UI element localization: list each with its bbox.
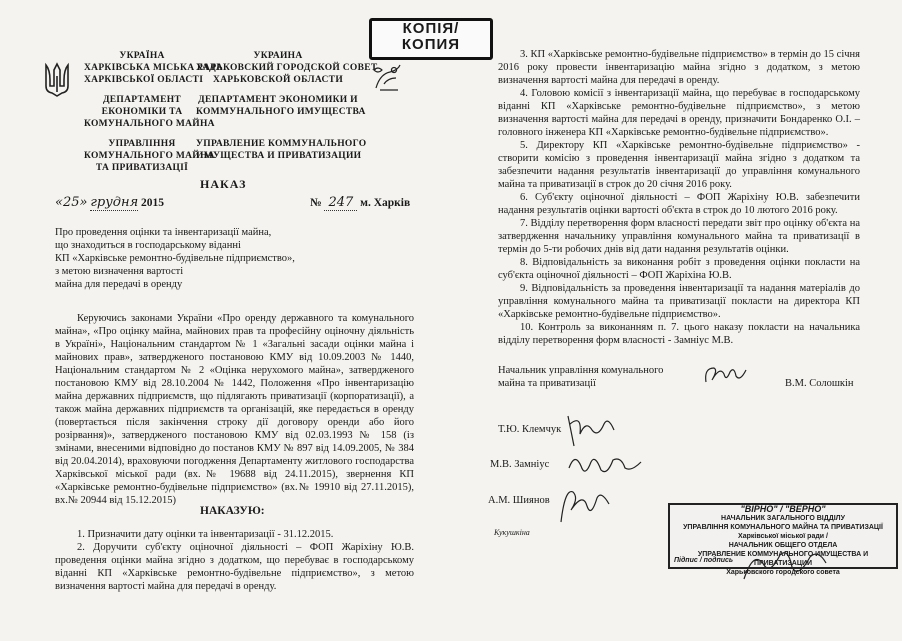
- order-item: 10. Контроль за виконанням п. 7. цього наказу покласти на начальника відділу перетворення форм власності - Замніус М.В.: [498, 322, 860, 346]
- header-left: [84, 50, 224, 174]
- header-left-mgmt-1: УПРАВЛІННЯ: [108, 139, 176, 149]
- header-right: [196, 50, 378, 162]
- order-items-right: [498, 48, 860, 347]
- order-item: 5. Директору КП «Харківське ремонтно-будівельне підприємство» - створити комісію з проведення інвентаризації майна згідно з додатком та забезпечити надання результатів інвентаризації до управління комунального майна та приватизації в строк до 20 січня 2016 року.: [498, 140, 860, 190]
- date-day: «25»: [55, 195, 88, 210]
- preamble-text: Керуючись законами України «Про оренду державного та комунального майна», «Про оцінку майна, майнових прав та професійну оціночну діяльність в Україні», Національним стандартом № 1 «Загальні засади оцінки майна і майнових прав», затвердженого постановою КМУ від 10.09.2003 № 1440, Національним стандартом № 2 «Оцінка нерухомого майна», затвердженого постановою КМУ від 28.10.2004 № 1442, Положення «Про інвентаризацію майна державних підприємств, що підлягають приватизації (корпоратизації), а також майна державних підприємств та організацій, яке передається в оренду (повертається після закінчення строку дії договору оренди або його розірвання)», затвердженого постановою КМУ від 02.03.1993 № 158 (із змінами, внесеними відповідно до постанов КМУ № 897 від 14.09.2005, № 384 від 20.04.2014), враховуючи погодження Департаменту житлового господарства Харківської міської ради (вх.№ 19688 від 24.11.2015), звернення КП «Харківське ремонтно-будівельне підприємство» (вх.№ 19910 від 27.11.2015), вх.№ 20944 від 15.12.2015): [55, 313, 414, 506]
- order-item: 7. Відділу перетворення форм власності передати звіт про оцінку об'єкта на затвердження начальнику управління комунального майна та приватизації в термін до 5-ти робочих днів від дати надання результатів оцінки.: [498, 218, 860, 255]
- order-item: 2. Доручити суб'єкту оціночної діяльності – ФОП Жаріхіну Ю.В. проведення оцінки майна згідно з додатком, що перебуває в господарському віданні КП «Харківське ремонтно-будівельне підприємство», з метою визначення вартості майна для передачі в оренду.: [55, 542, 414, 592]
- order-item: 8. Відповідальність за виконання робіт з проведення оцінки покласти на суб'єкта оціночної діяльності – ФОП Жаріхіна Ю.В.: [498, 257, 860, 281]
- approval-signature: [555, 482, 615, 528]
- header-right-council: ХАРЬКОВСКИЙ ГОРОДСКОЙ СОВЕТ: [196, 63, 378, 73]
- date-month: грудня: [90, 195, 139, 210]
- city-coat-of-arms-icon: [370, 62, 406, 94]
- signer-signature: [700, 360, 750, 392]
- order-item: 3. КП «Харківське ремонтно-будівельне підприємство» в термін до 15 січня 2016 року провести інвентаризацію майна згідно з додатком, з метою визначення вартості майна для передачі в оренду.: [498, 49, 860, 86]
- doc-preamble: [55, 312, 414, 507]
- header-right-dept-1: ДЕПАРТАМЕНТ ЭКОНОМИКИ И: [198, 95, 358, 105]
- approval-name: Т.Ю. Клемчук: [498, 424, 562, 435]
- header-left-mgmt-3: ТА ПРИВАТИЗАЦІЇ: [95, 163, 189, 173]
- subject-line: з метою визначення вартості: [55, 266, 184, 277]
- number-place: м. Харків: [360, 197, 411, 209]
- order-items-left: [55, 528, 414, 593]
- header-right-mgmt-2: ИМУЩЕСТВА И ПРИВАТИЗАЦИИ: [196, 151, 362, 161]
- subject-line: Про проведення оцінки та інвентаризації майна,: [55, 227, 272, 238]
- copy-stamp-line1: КОПІЯ/: [402, 20, 460, 37]
- subject-line: КП «Харківське ремонтно-будівельне підприємство»,: [55, 253, 295, 264]
- date-year: 2015: [141, 197, 165, 209]
- doc-date: [55, 195, 164, 210]
- number-value: 247: [324, 195, 357, 211]
- header-left-country: УКРАЇНА: [119, 51, 165, 61]
- approval-name: М.В. Замніус: [490, 459, 550, 470]
- verified-stamp-line: УПРАВЛІННЯ КОМУНАЛЬНОГО МАЙНА ТА ПРИВАТИЗАЦІЇ: [683, 524, 883, 531]
- verified-stamp-line: НАЧАЛЬНИК ОБЩЕГО ОТДЕЛА: [728, 542, 838, 549]
- copy-stamp: [369, 18, 493, 60]
- header-right-mgmt-1: УПРАВЛЕНИЕ КОММУНАЛЬНОГО: [196, 139, 367, 149]
- header-left-mgmt-2: КОМУНАЛЬНОГО МАЙНА: [84, 151, 215, 161]
- signer-title-line1: Начальник управління комунального: [498, 365, 664, 376]
- verified-stamp-line: Харьковского городского совета: [726, 569, 840, 576]
- signer-title-line2: майна та приватизації: [498, 378, 596, 389]
- verified-stamp-line: Харківської міської ради /: [738, 533, 828, 540]
- verified-stamp-title: "ВІРНО" / "ВЕРНО": [740, 504, 826, 514]
- header-left-council: ХАРКІВСЬКА МІСЬКА РАДА: [84, 63, 224, 73]
- stamp-signature: [740, 545, 830, 585]
- doc-subject: [55, 226, 315, 291]
- header-left-dept-1: ДЕПАРТАМЕНТ: [102, 95, 182, 105]
- order-heading: НАКАЗУЮ:: [200, 505, 265, 517]
- approval-name: А.М. Шиянов: [488, 495, 550, 506]
- header-right-council-region: ХАРЬКОВСКОЙ ОБЛАСТИ: [212, 75, 344, 85]
- signer-name: В.М. Солошкін: [785, 378, 854, 389]
- verified-stamp-line: НАЧАЛЬНИК ЗАГАЛЬНОГО ВІДДІЛУ: [721, 515, 845, 522]
- order-item: 6. Суб'єкту оціночної діяльності – ФОП Жаріхіну Ю.В. забезпечити надання результатів оцінки вартості об'єкта в строк до 10 лютого 2016 року.: [498, 192, 860, 216]
- trident-emblem-icon: [44, 62, 70, 98]
- order-item: 4. Головою комісії з інвентаризації майна, що перебуває в господарському віданні КП «Харківське ремонтно-будівельне підприємство», з метою визначення вартості майна для передачі в оренду, призначити Бондаренко О.І. – головного інженера КП «Харківське ремонтно-будівельне підприємство».: [498, 88, 860, 138]
- approval-signature: [560, 410, 620, 450]
- number-prefix: №: [310, 197, 322, 209]
- verified-stamp-sign-label: Підпис / подпись: [674, 557, 734, 564]
- subject-line: майна для передачі в оренду: [55, 279, 183, 290]
- doc-number: [310, 195, 410, 210]
- subject-line: що знаходиться в господарському віданні: [55, 240, 241, 251]
- signer-title: [498, 364, 728, 390]
- approval-note: Кукушкіна: [494, 528, 530, 537]
- header-right-country: УКРАИНА: [253, 51, 303, 61]
- header-left-council-region: ХАРКІВСЬКОЇ ОБЛАСТІ: [84, 75, 204, 85]
- copy-stamp-line2: КОПИЯ: [401, 36, 461, 53]
- header-left-dept-3: КОМУНАЛЬНОГО МАЙНА: [84, 119, 215, 129]
- doc-title: НАКАЗ: [200, 177, 247, 191]
- approval-signature: [565, 448, 645, 484]
- order-item: 9. Відповідальність за проведення інвентаризації та надання матеріалів до управління комунального майна та приватизації покласти на директора КП «Харківське ремонтно-будівельне підприємство».: [498, 283, 860, 320]
- header-right-dept-2: КОММУНАЛЬНОГО ИМУЩЕСТВА: [196, 107, 366, 117]
- order-item: 1. Призначити дату оцінки та інвентаризації - 31.12.2015.: [77, 529, 334, 540]
- header-left-dept-2: ЕКОНОМІКИ ТА: [101, 107, 183, 117]
- verified-stamp-line: УПРАВЛЕНИЕ КОММУНАЛЬНОГО ИМУЩЕСТВА И ПРИВАТИЗАЦИИ: [697, 551, 869, 567]
